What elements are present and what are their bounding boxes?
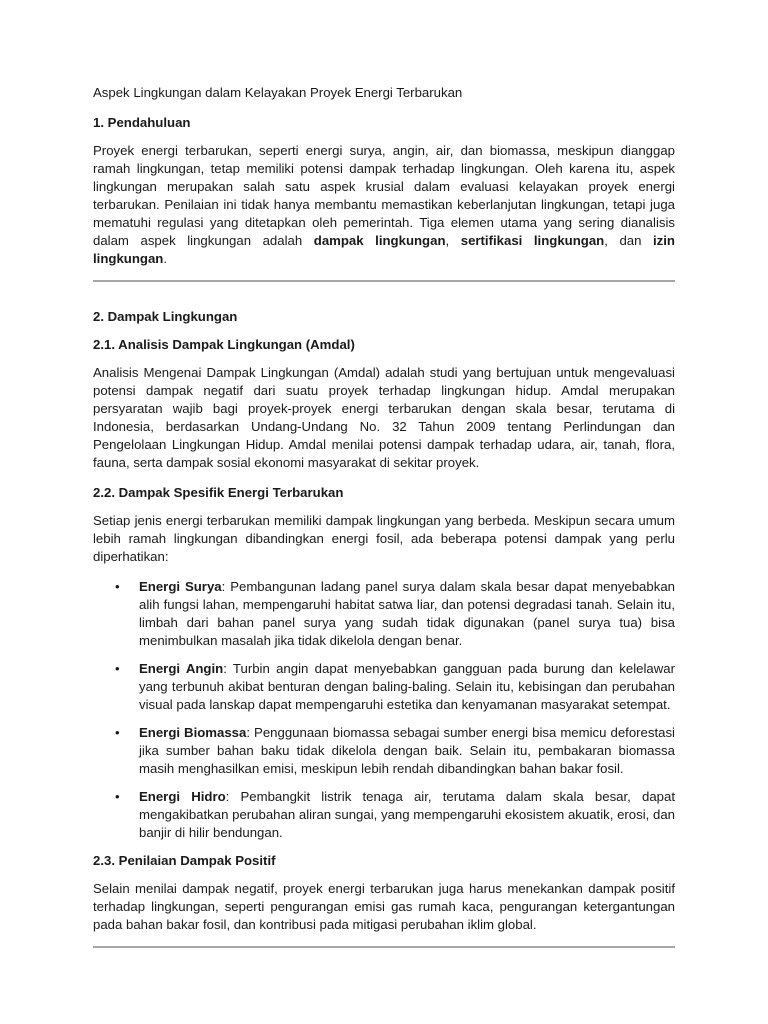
separator: , dan (604, 233, 654, 248)
list-item-energi-hidro (93, 788, 675, 842)
paragraph-dampak-spesifik-intro: Setiap jenis energi terbarukan memiliki dampak lingkungan yang berbeda. Meskipun secara umum lebih ramah lingkungan dibandingkan energi fosil, ada beberapa potensi dampak yang perlu diperhatikan: (93, 513, 675, 564)
list-item-text: : Turbin angin dapat menyebabkan gangguan pada burung dan kelelawar yang terbunuh akibat benturan dengan baling-baling. Selain itu, kebisingan dan perubahan visual pada lanskap dapat mempengaruhi estetika dan kenyamanan masyarakat setempat. (139, 661, 676, 712)
paragraph-pendahuluan-text: Proyek energi terbarukan, seperti energi surya, angin, air, dan biomassa, meskipun dianggap ramah lingkungan, tetap memiliki potensi dampak terhadap lingkungan. Oleh karena itu, aspek lingkungan merupakan salah satu aspek krusial dalam evaluasi kelayakan proyek energi terbarukan. Penilaian ini tidak hanya membantu memastikan keberlanjutan lingkungan, tetapi juga mematuhi regulasi yang ditetapkan oleh pemerintah. Tiga elemen utama yang sering dianalisis dalam aspek lingkungan adalah (93, 143, 675, 248)
list-item-term: Energi Biomassa (139, 725, 247, 740)
separator: , (445, 233, 461, 248)
period: . (163, 251, 168, 266)
energy-impact-list (93, 578, 675, 842)
bullet-icon: • (115, 661, 120, 676)
list-item-term: Energi Hidro (139, 789, 226, 804)
bold-izin-lingkungan: izin lingkungan (93, 233, 675, 266)
section-heading-pendahuluan: 1. Pendahuluan (93, 115, 191, 130)
section-heading-dampak-lingkungan: 2. Dampak Lingkungan (93, 309, 238, 324)
bold-sertifikasi-lingkungan: sertifikasi lingkungan (460, 233, 605, 248)
list-item-term: Energi Surya (139, 579, 222, 594)
list-item-text: : Pembangunan ladang panel surya dalam skala besar dapat menyebabkan alih fungsi lahan, mempengaruhi habitat satwa liar, dan potensi degradasi tanah. Selain itu, limbah dari bahan panel surya yang sudah tidak digunakan (panel surya tua) bisa menimbulkan masalah jika tidak dikelola dengan benar. (139, 579, 675, 648)
horizontal-divider (93, 946, 675, 948)
document-page (93, 84, 675, 974)
subsection-heading-dampak-spesifik: 2.2. Dampak Spesifik Energi Terbarukan (93, 485, 344, 500)
list-item-text: : Pembangkit listrik tenaga air, terutama dalam skala besar, dapat mengakibatkan perubahan aliran sungai, yang mempengaruhi ekosistem akuatik, erosi, dan banjir di hilir bendungan. (139, 789, 675, 840)
paragraph-dampak-positif: Selain menilai dampak negatif, proyek energi terbarukan juga harus menekankan dampak positif terhadap lingkungan, seperti pengurangan emisi gas rumah kaca, pengurangan ketergantungan pada bahan bakar fosil, dan kontribusi pada mitigasi perubahan iklim global. (93, 881, 675, 932)
list-item-energi-surya (93, 578, 675, 650)
paragraph-amdal: Analisis Mengenai Dampak Lingkungan (Amdal) adalah studi yang bertujuan untuk mengevaluasi potensi dampak negatif dari suatu proyek terhadap lingkungan hidup. Amdal merupakan persyaratan wajib bagi proyek-proyek energi terbarukan dengan skala besar, terutama di Indonesia, berdasarkan Undang-Undang No. 32 Tahun 2009 tentang Perlindungan dan Pengelolaan Lingkungan Hidup. Amdal menilai potensi dampak terhadap udara, air, tanah, flora, fauna, serta dampak sosial ekonomi masyarakat di sekitar proyek. (93, 365, 675, 470)
subsection-heading-dampak-positif: 2.3. Penilaian Dampak Positif (93, 853, 276, 868)
bullet-icon: • (115, 579, 120, 594)
bullet-icon: • (115, 725, 120, 740)
horizontal-divider (93, 280, 675, 282)
list-item-energi-angin (93, 660, 675, 714)
list-item-term: Energi Angin (139, 661, 224, 676)
list-item-text: : Penggunaan biomassa sebagai sumber energi bisa memicu deforestasi jika sumber bahan baku tidak dikelola dengan baik. Selain itu, pembakaran biomassa masih menghasilkan emisi, meskipun lebih rendah dibandingkan bahan bakar fosil. (139, 725, 675, 776)
document-title: Aspek Lingkungan dalam Kelayakan Proyek Energi Terbarukan (93, 85, 463, 100)
bold-dampak-lingkungan: dampak lingkungan (313, 233, 446, 248)
list-item-energi-biomassa (93, 724, 675, 778)
subsection-heading-amdal: 2.1. Analisis Dampak Lingkungan (Amdal) (93, 337, 355, 352)
paragraph-pendahuluan (93, 142, 675, 268)
bullet-icon: • (115, 789, 120, 804)
